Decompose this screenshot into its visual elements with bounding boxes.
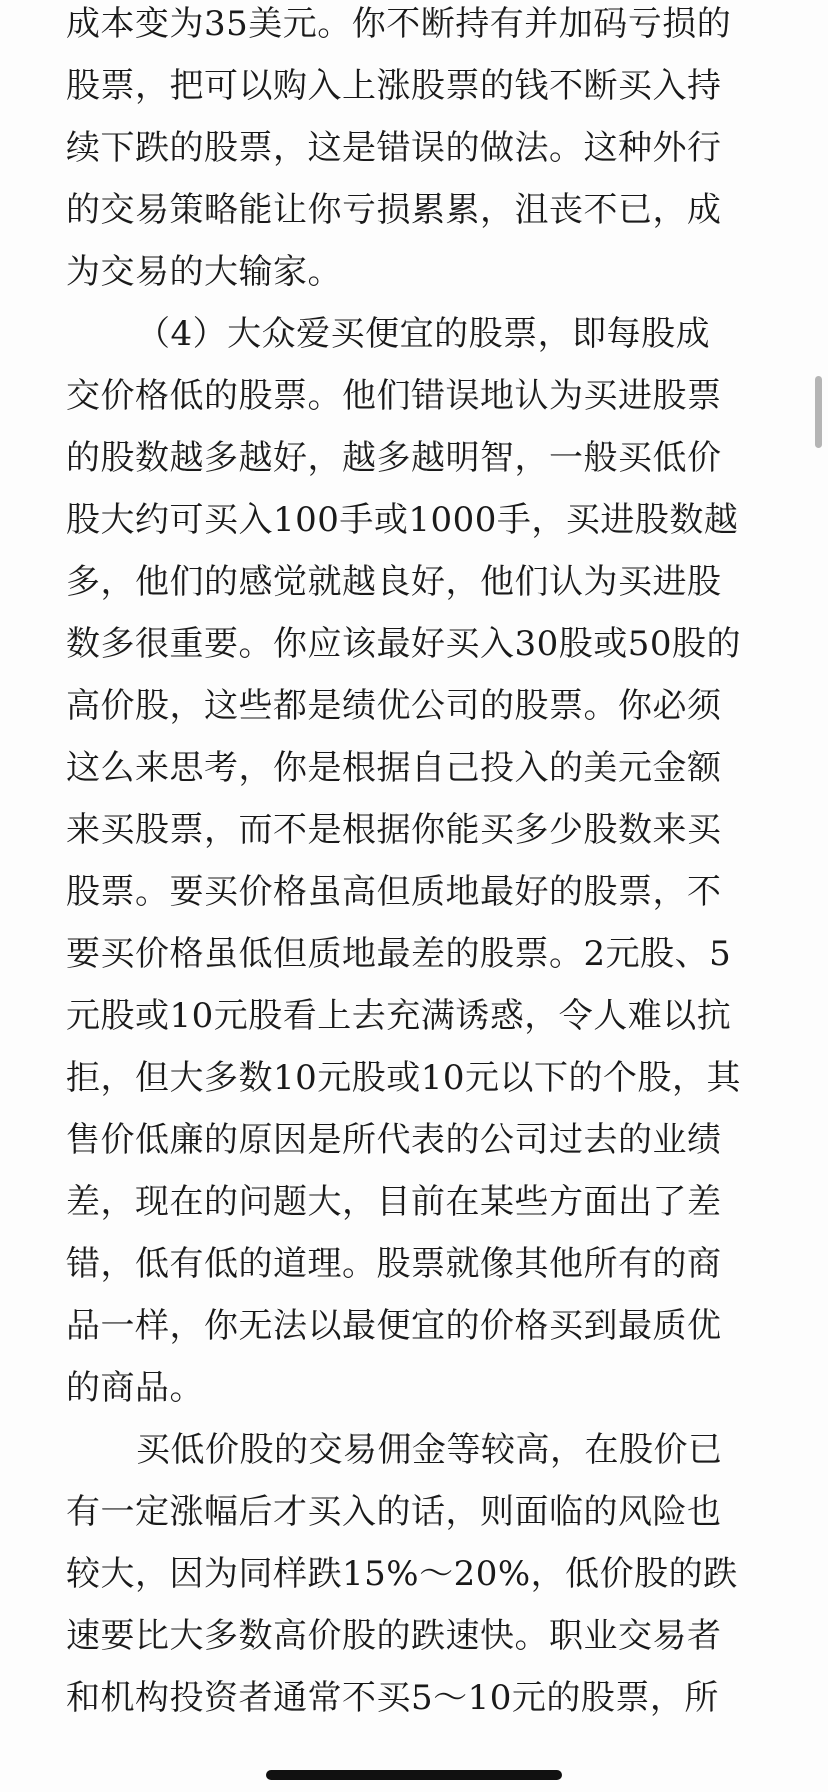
- text-line: 股票，把可以购入上涨股票的钱不断买入持: [66, 66, 722, 106]
- text-line: 股大约可买入100手或1000手，买进股数越: [66, 500, 739, 540]
- text-line: 多，他们的感觉就越良好，他们认为买进股: [66, 562, 722, 602]
- text-line: 速要比大多数高价股的跌速快。职业交易者: [66, 1616, 722, 1656]
- text-line: 有一定涨幅后才买入的话，则面临的风险也: [66, 1492, 722, 1532]
- text-line: 的交易策略能让你亏损累累，沮丧不已，成: [66, 190, 722, 230]
- text-line: 续下跌的股票，这是错误的做法。这种外行: [66, 128, 722, 168]
- text-line: 差，现在的问题大，目前在某些方面出了差: [66, 1182, 722, 1222]
- text-line: 元股或10元股看上去充满诱惑，令人难以抗: [66, 996, 732, 1036]
- text-line: 的商品。: [66, 1368, 204, 1408]
- text-line: 来买股票，而不是根据你能买多少股数来买: [66, 810, 722, 850]
- text-line: 品一样，你无法以最便宜的价格买到最质优: [66, 1306, 722, 1346]
- text-line: 为交易的大输家。: [66, 252, 342, 292]
- scrollbar-thumb[interactable]: [815, 376, 822, 448]
- text-line: 高价股，这些都是绩优公司的股票。你必须: [66, 686, 722, 726]
- text-line: 交价格低的股票。他们错误地认为买进股票: [66, 376, 722, 416]
- home-indicator[interactable]: [266, 1770, 562, 1780]
- text-line: 成本变为35美元。你不断持有并加码亏损的: [66, 4, 732, 44]
- text-line: 较大，因为同样跌15%～20%，低价股的跌: [66, 1554, 738, 1594]
- text-line: 的股数越多越好，越多越明智，一般买低价: [66, 438, 722, 478]
- text-line: 这么来思考，你是根据自己投入的美元金额: [66, 748, 722, 788]
- text-line: 错，低有低的道理。股票就像其他所有的商: [66, 1244, 722, 1284]
- text-line: 股票。要买价格虽高但质地最好的股票，不: [66, 872, 722, 912]
- paragraph-start-line: 买低价股的交易佣金等较高，在股价已: [136, 1430, 723, 1470]
- text-line: 数多很重要。你应该最好买入30股或50股的: [66, 624, 742, 664]
- text-line: 和机构投资者通常不买5～10元的股票，所: [66, 1678, 719, 1718]
- text-line: 拒，但大多数10元股或10元以下的个股，其: [66, 1058, 742, 1098]
- paragraph-start-line: （4）大众爱买便宜的股票，即每股成: [136, 314, 711, 354]
- text-line: 售价低廉的原因是所代表的公司过去的业绩: [66, 1120, 722, 1160]
- text-line: 要买价格虽低但质地最差的股票。2元股、5: [66, 934, 732, 974]
